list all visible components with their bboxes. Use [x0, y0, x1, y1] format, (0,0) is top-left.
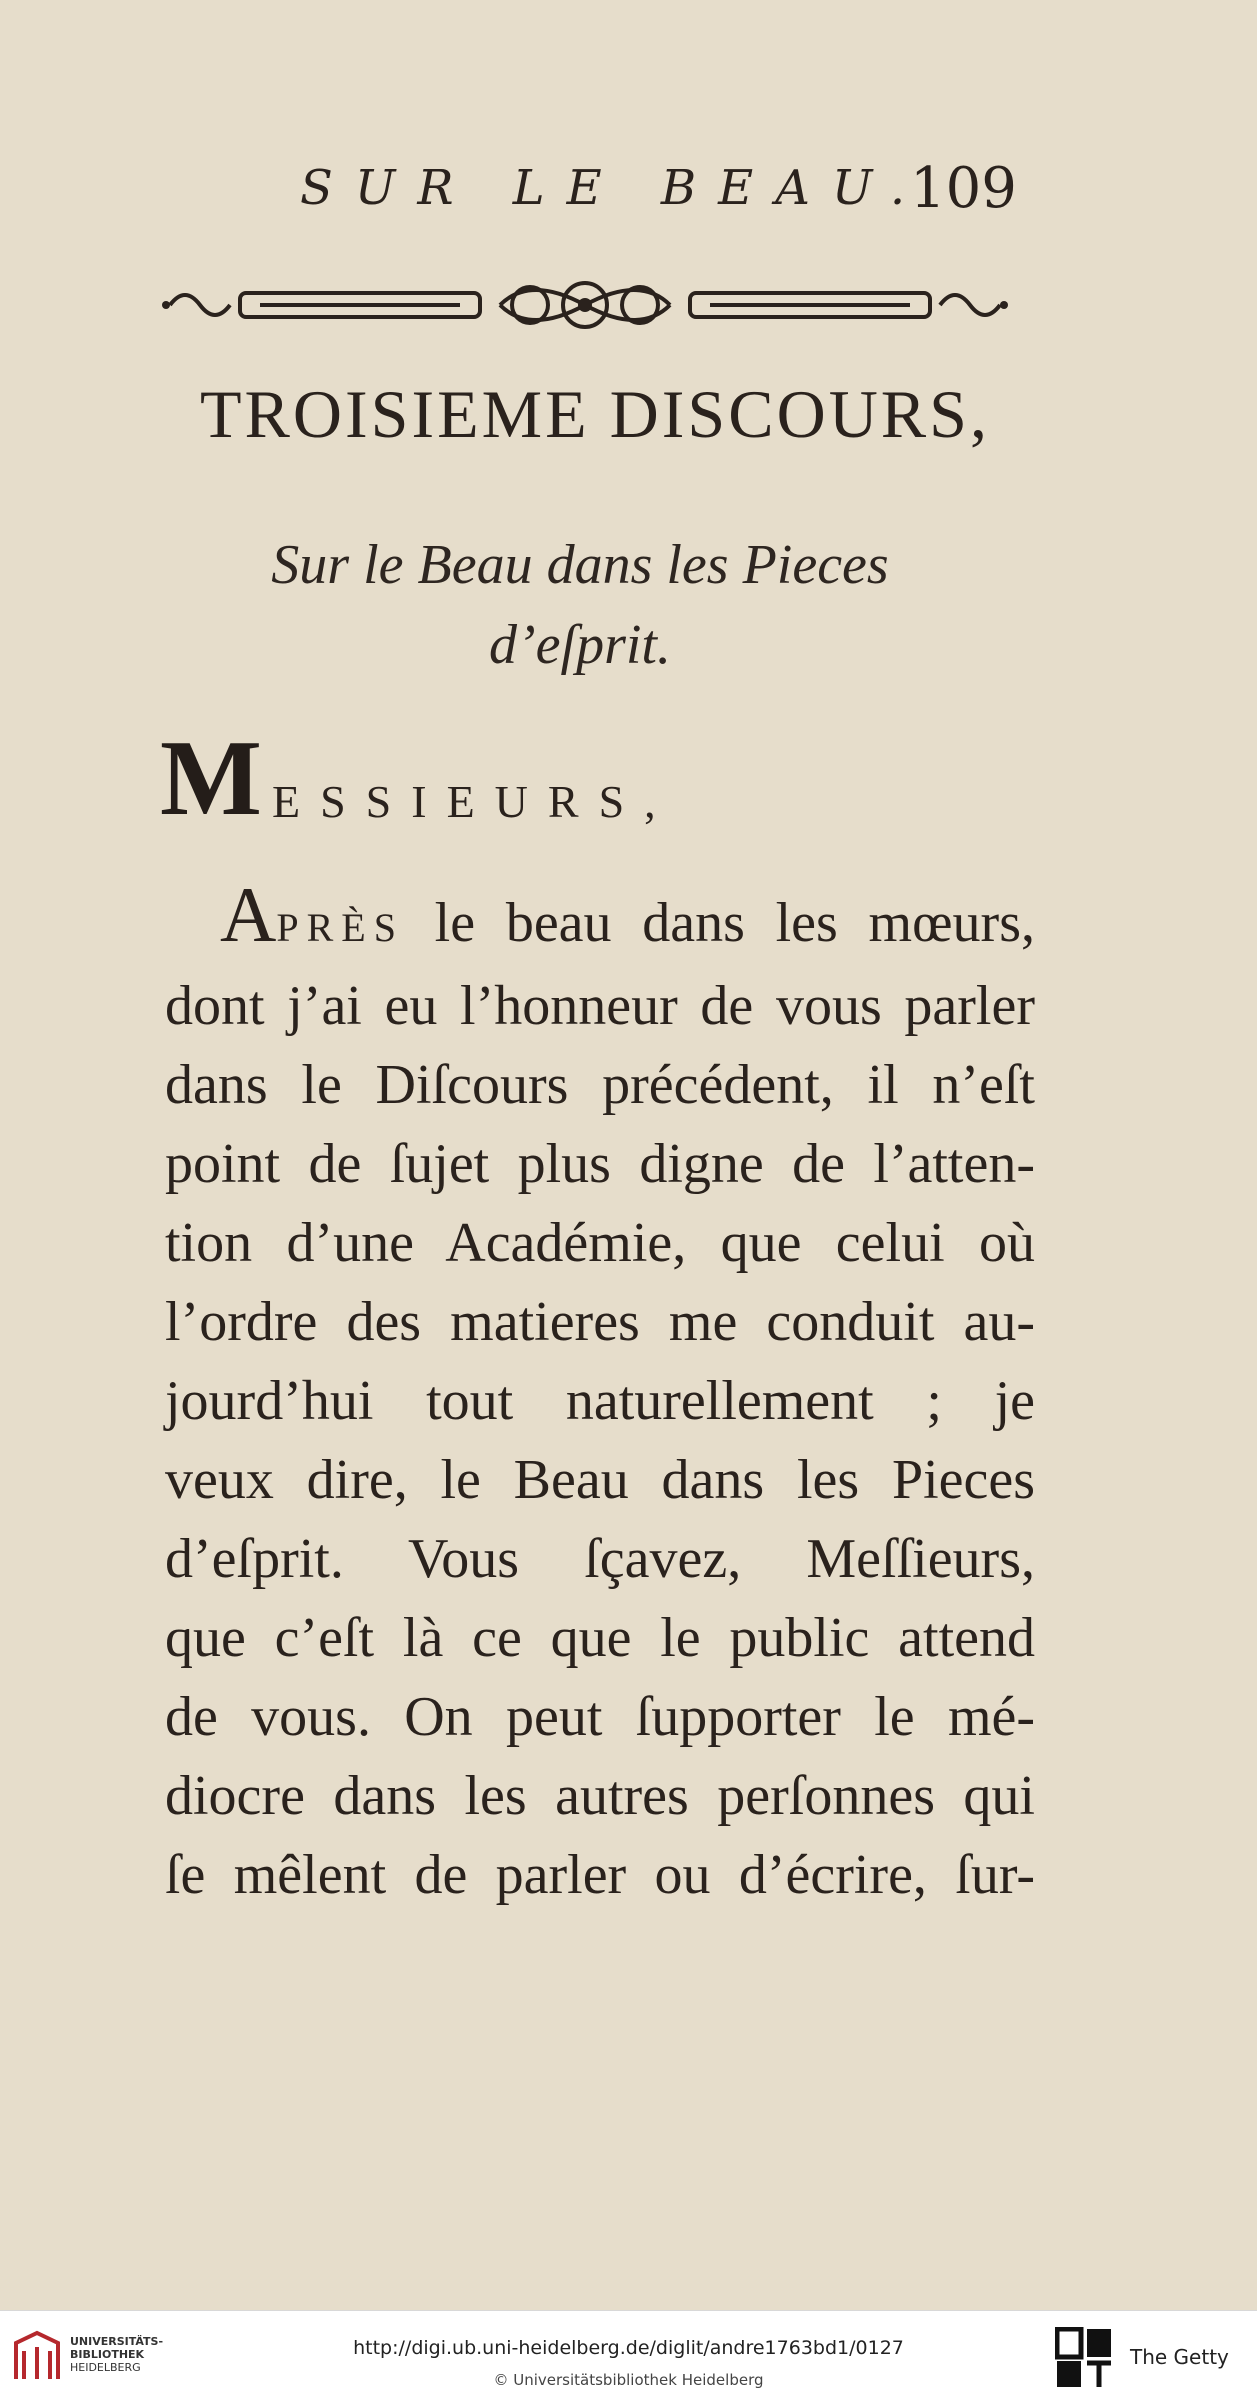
salutation-rest: ESSIEURS,	[272, 776, 676, 827]
discourse-title: TROISIEME DISCOURS,	[200, 376, 990, 452]
body-line: dans le Diſcours précédent, il n’eſt	[165, 1054, 1035, 1116]
library-line-2: BIBLIOTHEK	[70, 2348, 145, 2361]
salutation	[160, 719, 760, 838]
small-caps-word: PRÈS	[276, 905, 404, 950]
body-line: veux dire, le Beau dans les Pieces	[165, 1449, 1035, 1511]
body-line: diocre dans les autres perſonnes qui	[165, 1765, 1035, 1827]
drop-letter: A	[220, 871, 277, 958]
page-number: 109	[910, 156, 1017, 221]
body-line: ſe mêlent de parler ou d’écrire, ſur-	[165, 1844, 1035, 1906]
viewer-footer	[0, 2310, 1257, 2403]
library-line-1: UNIVERSITÄTS-	[70, 2335, 164, 2348]
running-title: SUR LE BEAU.	[300, 160, 928, 216]
body-line: jourd’hui tout naturellement ; je	[165, 1370, 1035, 1432]
body-line: d’eſprit. Vous ſçavez, Meſſieurs,	[165, 1528, 1035, 1590]
discourse-subtitle	[160, 525, 1000, 685]
body-line: de vous. On peut ſupporter le mé-	[165, 1686, 1035, 1748]
body-line: l’ordre des matieres me conduit au-	[165, 1291, 1035, 1353]
body-line: point de ſujet plus digne de l’atten-	[165, 1133, 1035, 1195]
partner-name: The Getty	[1130, 2345, 1229, 2369]
subtitle-line-2: d’eſprit.	[489, 614, 671, 676]
body-line: tion d’une Académie, que celui où	[165, 1212, 1035, 1274]
getty-logo-icon	[1055, 2327, 1113, 2389]
body-line: dont j’ai eu l’honneur de vous parler	[165, 975, 1035, 1037]
body-text	[165, 871, 1035, 1915]
permalink-url[interactable]: http://digi.ub.uni-heidelberg.de/diglit/andre1763bd1/0127	[353, 2337, 904, 2359]
ornamental-rule	[160, 275, 1010, 335]
copyright-notice: © Universitätsbibliothek Heidelberg	[493, 2371, 764, 2389]
body-line-text: le beau dans les mœurs,	[403, 892, 1035, 954]
salutation-initial: M	[160, 719, 262, 838]
subtitle-line-1: Sur le Beau dans les Pieces	[271, 534, 889, 596]
body-line: que c’eſt là ce que le public attend	[165, 1607, 1035, 1669]
library-line-3: HEIDELBERG	[70, 2361, 141, 2374]
running-head	[300, 156, 1017, 230]
body-line	[165, 871, 1035, 967]
